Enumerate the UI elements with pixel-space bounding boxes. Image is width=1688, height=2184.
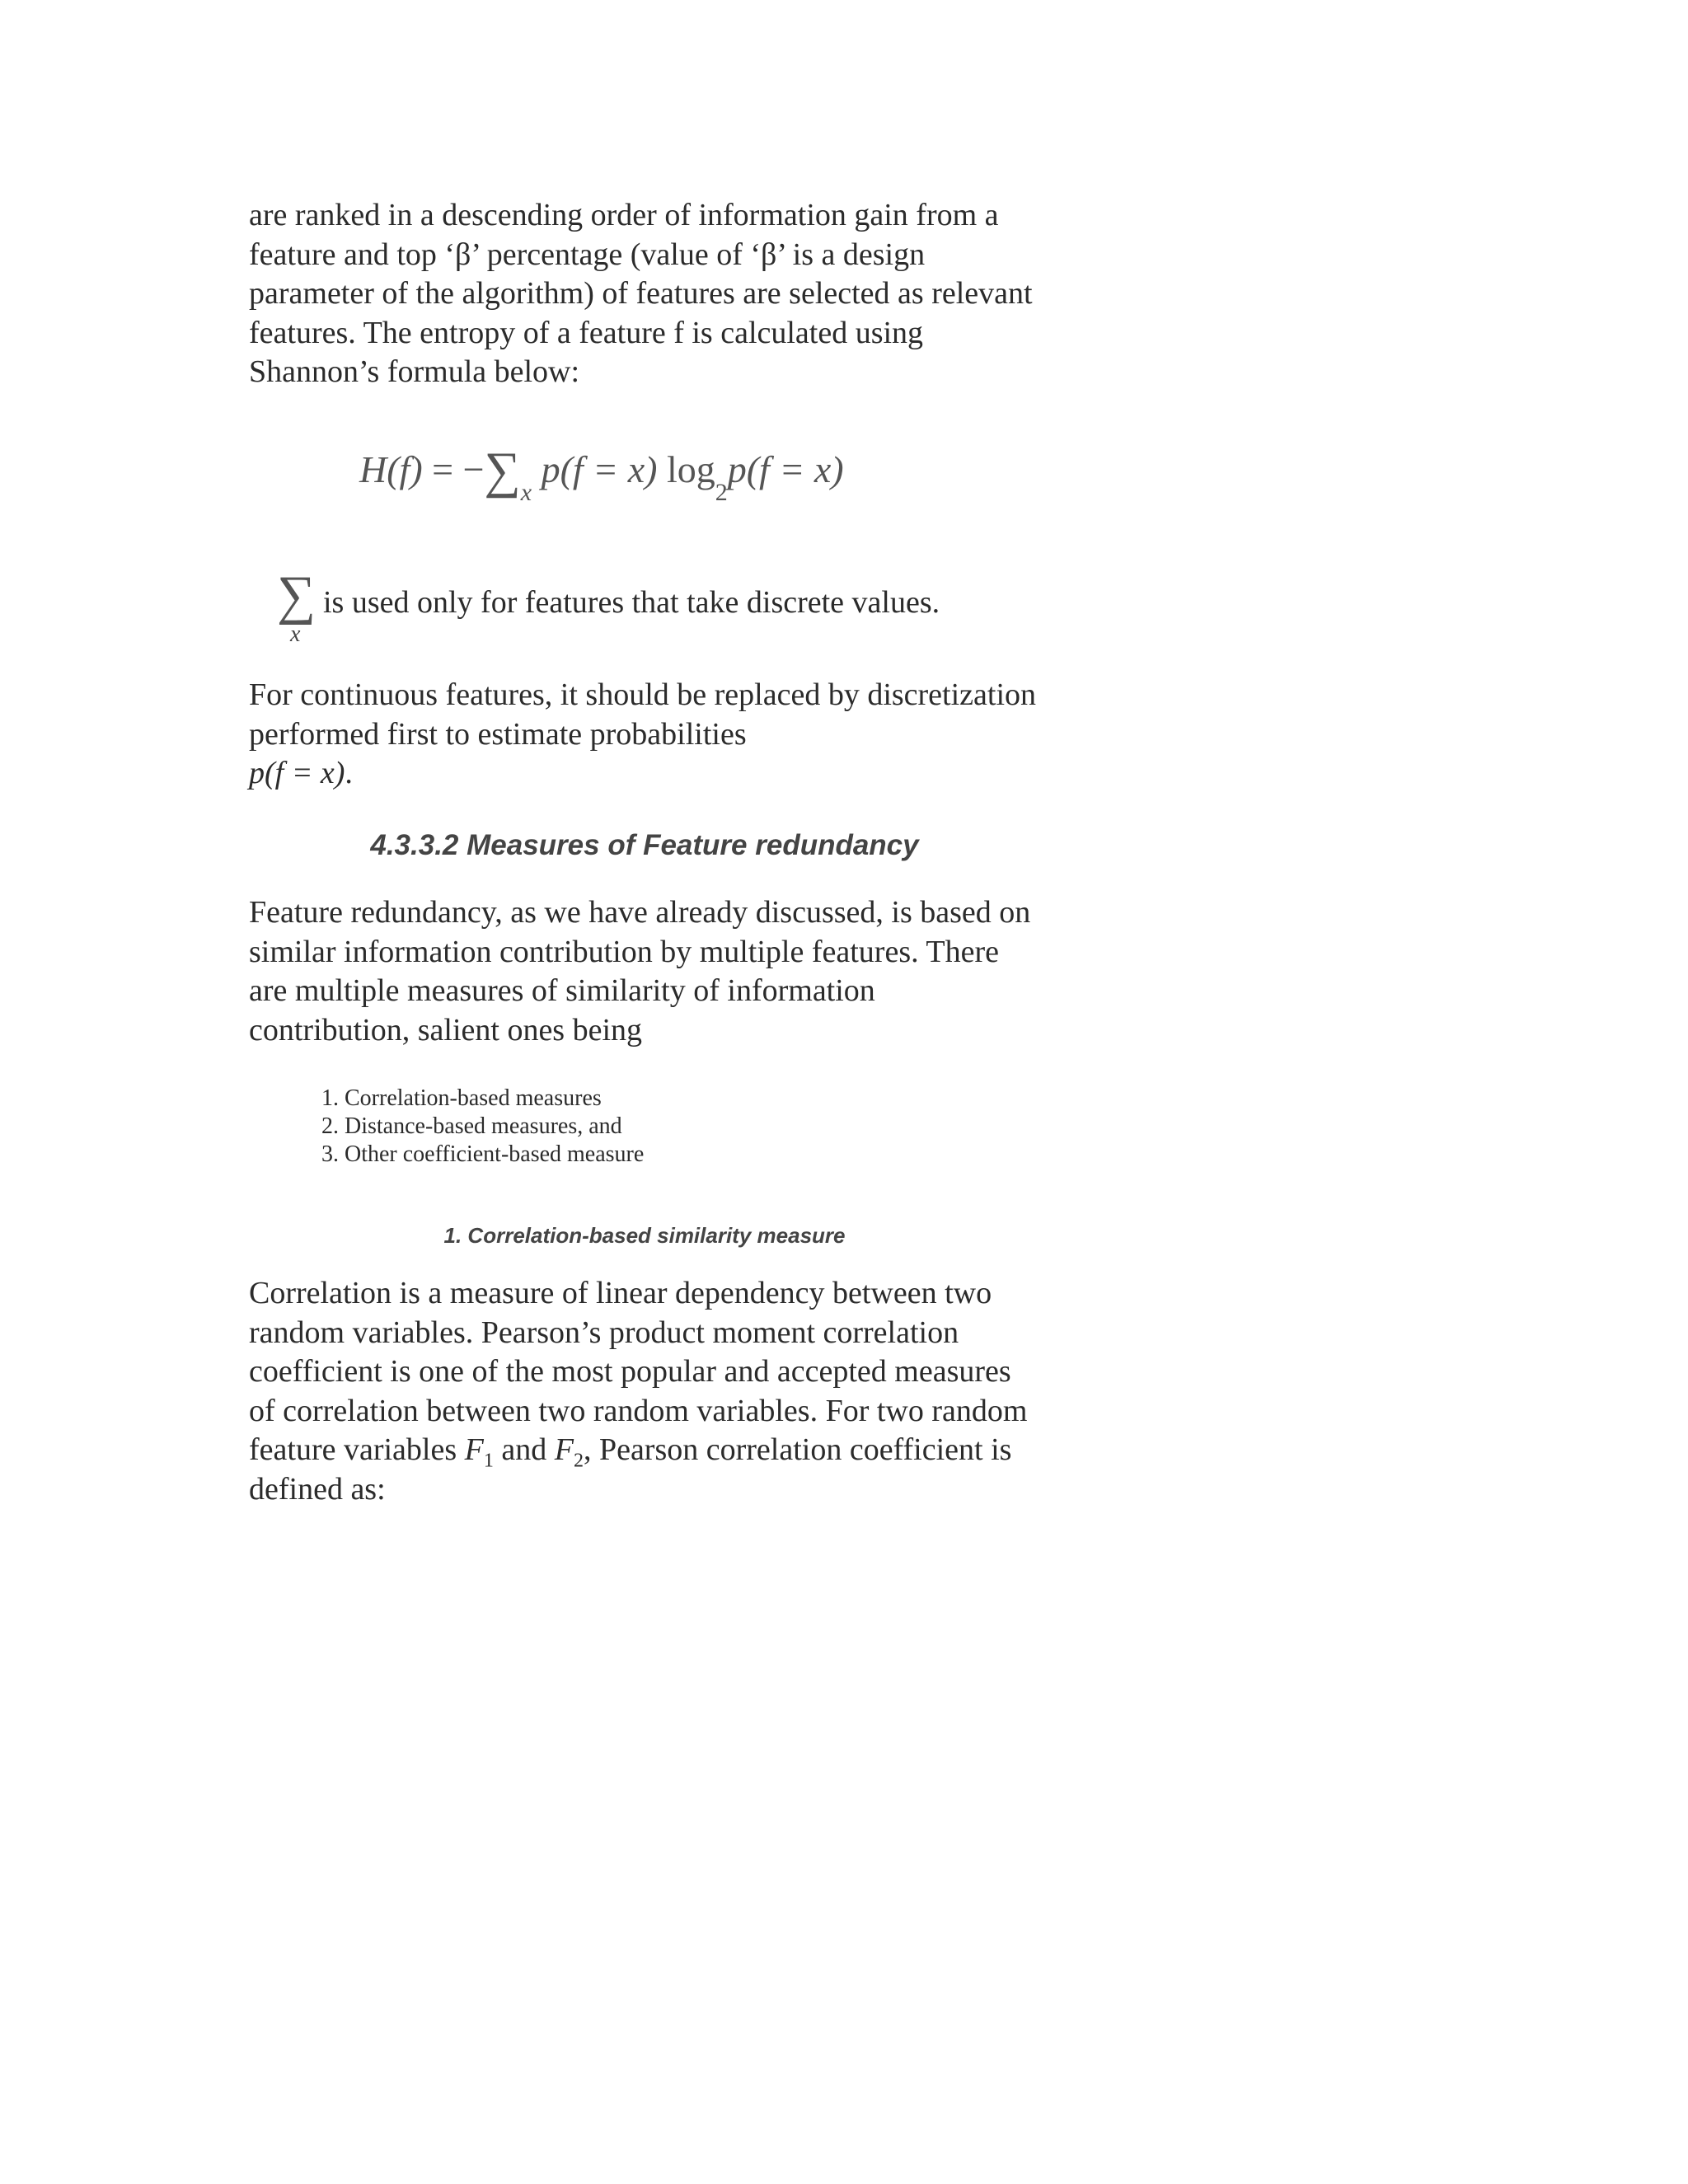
var-f2-sub: 2 — [573, 1450, 584, 1472]
paragraph4-text-before: Correlation is a measure of linear dependency between two random variables. Pearson’s product moment correlation coefficient is one of the most popular and accepted measures of correlation between two random variables. For two random feature variables — [249, 1276, 1028, 1467]
equation-term2: p(f = x) — [727, 448, 844, 490]
paragraph-correlation — [249, 1274, 1040, 1509]
equation-sum-index: x — [520, 479, 532, 506]
paragraph4-and: and — [501, 1432, 547, 1467]
sum-note-index: x — [290, 621, 301, 647]
paragraph2-end: . — [345, 756, 353, 790]
sum-note-sigma: ∑ — [277, 565, 316, 626]
subsection-heading-correlation: 1. Correlation-based similarity measure — [443, 1223, 846, 1248]
paragraph2-formula: p(f = x) — [249, 756, 345, 790]
section-heading-feature-redundancy: 4.3.3.2 Measures of Feature redundancy — [370, 829, 919, 861]
entropy-equation — [359, 437, 936, 511]
paragraph4-text-after: , Pearson correlation coefficient is defined as: — [249, 1432, 1012, 1507]
equation-minus: − — [462, 448, 485, 490]
equation-term1: p(f = x) — [541, 448, 658, 490]
var-f1: F — [464, 1432, 484, 1467]
equation-lhs: H(f) — [359, 448, 423, 490]
paragraph-information-gain: are ranked in a descending order of information gain from a feature and top ‘β’ percentage (value of ‘β’ is a design parameter of the algorithm) of features are selected as relevant features. The entropy of a feature f is calculated using Shannon’s formula below: — [249, 198, 1033, 389]
sum-note — [277, 565, 1101, 651]
var-f1-sub: 1 — [483, 1450, 494, 1472]
equation-equals: = — [432, 448, 454, 490]
equation-sigma: ∑ — [484, 443, 521, 499]
list-item: 2. Distance-based measures, and — [321, 1113, 622, 1139]
list-item: 3. Other coefficient-based measure — [321, 1141, 645, 1167]
equation-log: log — [666, 448, 715, 490]
paragraph-feature-redundancy: Feature redundancy, as we have already discussed, is based on similar information contribution by multiple features. There are multiple measures of similarity of information contribution, salient ones being — [249, 895, 1031, 1047]
list-item: 1. Correlation-based measures — [321, 1085, 602, 1111]
sum-note-text: is used only for features that take discrete values. — [323, 585, 940, 620]
paragraph-continuous-features — [249, 676, 1040, 794]
measures-list — [321, 1085, 644, 1169]
paragraph2-text: For continuous features, it should be replaced by discretization performed first to estimate probabilities — [249, 677, 1037, 752]
var-f2: F — [554, 1432, 574, 1467]
equation-log-base: 2 — [715, 479, 728, 506]
